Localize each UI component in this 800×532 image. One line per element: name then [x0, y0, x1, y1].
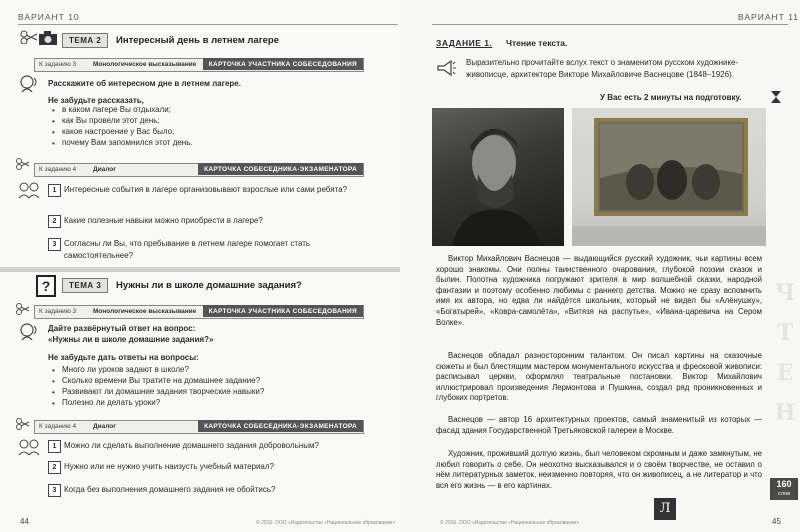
task-ref: К заданию 3	[39, 308, 77, 315]
bullet-dot: •	[52, 139, 55, 148]
bullet-dot: •	[52, 128, 55, 137]
topic3-title: Нужны ли в школе домашние задания?	[116, 280, 302, 291]
watermark: Т	[776, 320, 794, 346]
copyright-footer: © 2016. ООО «Издательство «Национальное образование»	[256, 520, 396, 526]
watermark: Н	[774, 400, 796, 426]
reading-instruction: Выразительно прочитайте вслух текст о знаменитом русском художнике-живописце, архитекторе Викторе Михайловиче Васнецове (1848–1926).	[466, 58, 739, 79]
gallery-photo	[572, 108, 766, 246]
topic2-question: Какие полезные навыки можно приобрести в лагере?	[64, 216, 263, 225]
scissors-icon	[20, 30, 38, 44]
text-paragraph: Васнецов обладал разносторонним талантом. Он писал картины на сказочные сюжеты и был блестящим мастером монументального искусства и фрескoвой живописи: расписывал церкви, оформлял театральные постановки. Виктор Михайлович иллюстрировал произведения Лермонтова и Пушкина, создал ряд проникновенных и глубоких портретов.	[436, 351, 762, 403]
topic3-bullet: Много ли уроков задают в школе?	[62, 365, 189, 374]
watermark: Ч	[774, 280, 796, 306]
word-unit: слов	[777, 491, 790, 497]
topic2-question: Согласны ли Вы, что пребывание в летнем лагере помогает стать самостоятельнее?	[64, 239, 311, 260]
task-type: Монологическое высказывание	[93, 308, 197, 315]
question-number: 3	[48, 484, 61, 497]
publisher-logo: Л	[654, 498, 676, 520]
question-number: 2	[48, 215, 61, 228]
word-count-badge	[770, 478, 798, 500]
topic3-bullet: Развивают ли домашние задания творческие навыки?	[62, 387, 265, 396]
bullet-dot: •	[52, 366, 55, 375]
portrait-photo	[432, 108, 564, 246]
topic3-question: Когда без выполнения домашнего задания не обойтись?	[64, 485, 276, 494]
topic2-task3-bar	[34, 58, 364, 72]
topic2-bullet: как Вы провели этот день;	[62, 116, 160, 125]
topic3-bullet: Полезно ли делать уроки?	[62, 398, 161, 407]
task-ref: К заданию 4	[39, 423, 77, 430]
topic3-remember: Не забудьте дать ответы на вопросы:	[48, 353, 199, 362]
topic3-question: Нужно или не нужно учить наизусть учебный материал?	[64, 462, 274, 471]
topic2-question: Интересные события в лагере организовывают взрослые или сами ребята?	[64, 185, 348, 194]
card-label: КАРТОЧКА СОБЕСЕДНИКА-ЭКЗАМЕНАТОРА	[198, 420, 363, 432]
bullet-dot: •	[52, 377, 55, 386]
topic2-bullet: какое настроение у Вас было;	[62, 127, 175, 136]
topic3-task4-bar	[34, 420, 364, 434]
dialog-icon	[18, 181, 40, 199]
topic3-prompt: Дайте развёрнутый ответ на вопрос:	[48, 324, 196, 333]
word-count: 160	[776, 479, 792, 489]
page-number: 45	[772, 517, 781, 526]
bullet-dot: •	[52, 388, 55, 397]
topic2-label: ТЕМА 2	[62, 33, 108, 48]
speaker-icon	[18, 74, 40, 96]
task-ref: К заданию 4	[39, 166, 77, 173]
megaphone-icon	[436, 60, 456, 76]
page-number: 44	[20, 517, 29, 526]
bogatyrs-painting	[572, 108, 766, 246]
topic2-title: Интересный день в летнем лагере	[116, 35, 280, 46]
header-rule	[432, 24, 788, 25]
topic3-label: ТЕМА 3	[62, 278, 108, 293]
topic2-prompt: Расскажите об интересном дне в летнем лагере.	[48, 79, 241, 88]
dialog-icon	[18, 438, 40, 456]
question-number: 1	[48, 184, 61, 197]
task-label: ЗАДАНИЕ 1.	[436, 38, 493, 48]
section-divider	[0, 267, 400, 272]
hourglass-icon	[770, 90, 782, 104]
watermark: Е	[776, 360, 794, 386]
task-type: Диалог	[93, 423, 116, 430]
question-mark-icon: ?	[36, 275, 56, 297]
task-title: Чтение текста.	[506, 38, 568, 48]
question-number: 3	[48, 238, 61, 251]
topic2-remember: Не забудьте рассказать,	[48, 96, 144, 105]
camera-icon	[38, 30, 58, 46]
task-type: Монологическое высказывание	[93, 61, 197, 68]
topic3-prompt-question: «Нужны ли в школе домашние задания?»	[48, 335, 214, 344]
task-type: Диалог	[93, 166, 116, 173]
topic3-bullet: Сколько времени Вы тратите на домашнее задание?	[62, 376, 261, 385]
task-ref: К заданию 3	[39, 61, 77, 68]
scissors-icon	[16, 158, 30, 170]
scissors-icon	[16, 303, 30, 315]
topic2-bullet: почему Вам запомнился этот день.	[62, 138, 193, 147]
bullet-dot: •	[52, 106, 55, 115]
card-label: КАРТОЧКА УЧАСТНИКА СОБЕСЕДОВАНИЯ	[203, 305, 363, 317]
copyright-footer: © 2016. ООО «Издательство «Национальное образование»	[440, 520, 580, 526]
portrait-figure	[432, 108, 564, 246]
topic2-task4-bar	[34, 163, 364, 177]
question-number: 2	[48, 461, 61, 474]
variant-header: ВАРИАНТ 11	[738, 12, 800, 22]
card-label: КАРТОЧКА УЧАСТНИКА СОБЕСЕДОВАНИЯ	[203, 58, 363, 70]
bullet-dot: •	[52, 399, 55, 408]
bullet-dot: •	[52, 117, 55, 126]
text-paragraph: Васнецов — автор 16 архитектурных проектов, самый знаменитый из которых — фасад здания Государственной Третьяковской галереи в Москве.	[436, 415, 762, 435]
variant-header: ВАРИАНТ 10	[18, 12, 80, 22]
text-paragraph: Художник, проживший долгую жизнь, был человеком скромным и даже замкнутым, не любил говорить о себе. Он неохотно высказывался и о своём творчестве, не оставил о нём литературных заметок, неизменно повторяя, что он живописец, а не литератор и что вся его жизнь — в его картинах.	[436, 449, 762, 490]
text-paragraph: Виктор Михайлович Васнецов — выдающийся русский художник, чьи картины всем хорошо знакомы. Они полны таинственного очарования, глубокой поэзии сказок и былин. Полотна художника погружают зрителя в мир волшебной сказки, народной фантазии и поэтому особенно любимы с раннего детства. Можно не сразу вспомнить имя их автора, но едва ли найдётся школьник, который не видел бы «Алёнушку», «Богатырей», «Ковра-самолёта», «Витязя на распутье», «Ивана-царевича на Сером Волке».	[436, 254, 762, 327]
topic2-bullet: в каком лагере Вы отдыхали;	[62, 105, 171, 114]
question-number: 1	[48, 440, 61, 453]
speaker-icon	[18, 322, 40, 344]
header-rule	[18, 24, 398, 25]
card-label: КАРТОЧКА СОБЕСЕДНИКА-ЭКЗАМЕНАТОРА	[198, 163, 363, 175]
topic3-question: Можно ли сделать выполнение домашнего задания добровольным?	[64, 441, 319, 450]
scissors-icon	[16, 418, 30, 430]
topic3-task3-bar	[34, 305, 364, 319]
prep-time: У Вас есть 2 минуты на подготовку.	[600, 93, 742, 102]
